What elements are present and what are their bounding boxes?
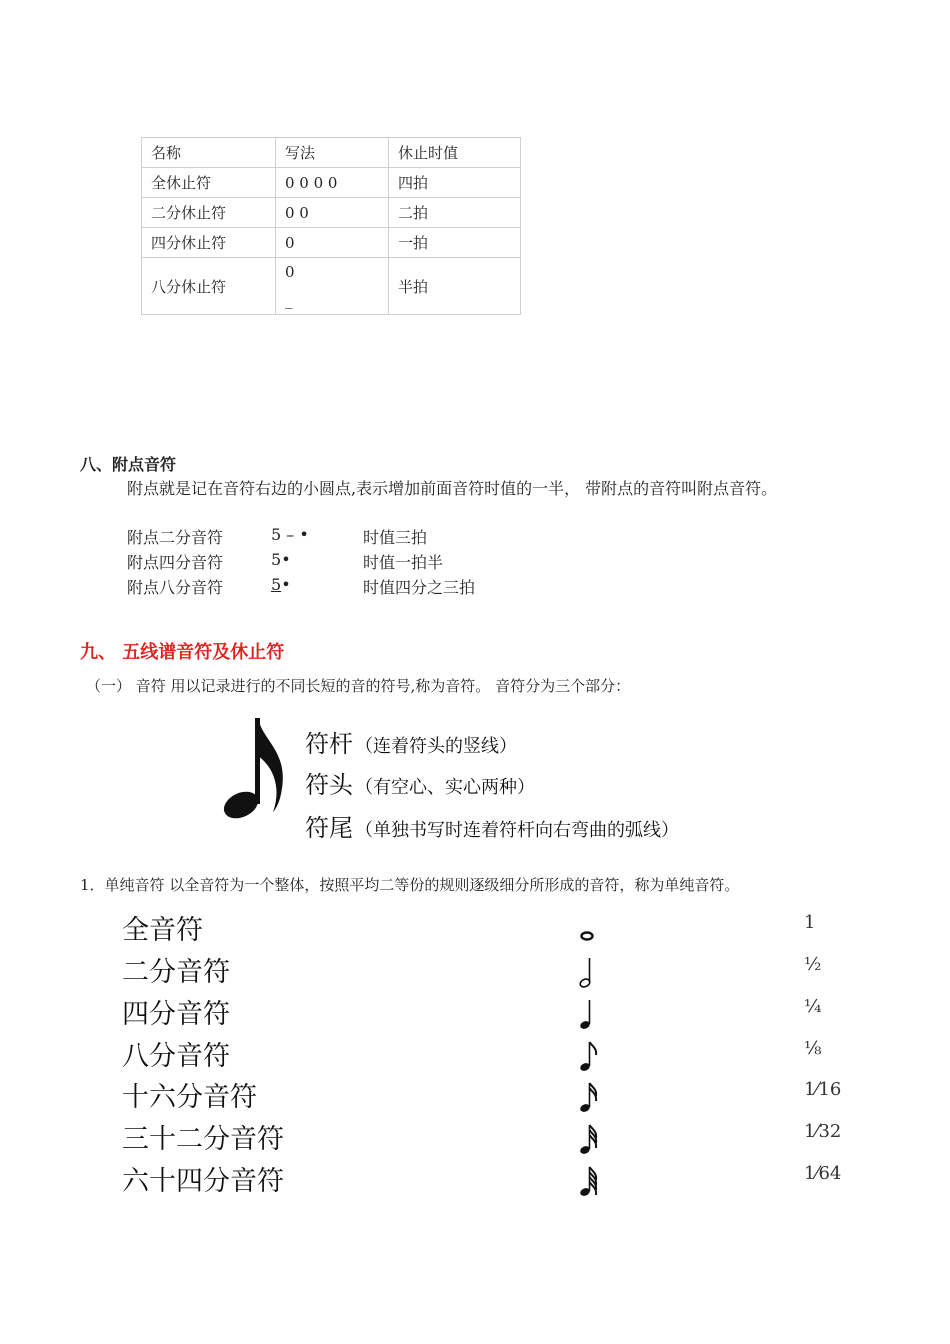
note-symbol-icon	[577, 950, 607, 990]
rest-notation-underline: _	[285, 291, 293, 309]
note-row	[122, 992, 842, 1032]
note-symbol-icon	[577, 1034, 607, 1074]
rest-notation: 0 0 0 0	[276, 168, 389, 198]
table-row	[142, 228, 521, 258]
dotted-note-name: 附点四分音符	[127, 553, 224, 572]
rest-name: 全休止符	[142, 168, 276, 198]
note-part-flag	[305, 808, 679, 843]
note-part-label: 符杆	[305, 730, 353, 758]
note-part-desc: （单独书写时连着符杆向右弯曲的弧线）	[355, 820, 679, 841]
dotted-note-value: 时值一拍半	[363, 553, 444, 572]
note-row	[122, 1117, 842, 1157]
rest-notation: 0	[276, 228, 389, 258]
note-symbol-icon	[577, 1159, 607, 1199]
section-8-title: 八、附点音符	[80, 455, 177, 474]
dotted-note-notation: 5 – •	[271, 525, 309, 544]
note-name: 六十四分音符	[122, 1166, 284, 1197]
note-name: 十六分音符	[122, 1082, 257, 1113]
notation-digit: 5	[271, 550, 282, 569]
table-row	[142, 258, 521, 315]
rest-value: 一拍	[389, 228, 521, 258]
notation-dot: •	[281, 575, 291, 594]
table-row	[142, 198, 521, 228]
note-row	[122, 908, 842, 948]
note-name: 全音符	[122, 915, 203, 946]
note-name: 三十二分音符	[122, 1124, 284, 1155]
note-row	[122, 1159, 842, 1199]
note-part-stem	[305, 724, 517, 759]
note-symbol-icon	[577, 992, 607, 1032]
rest-value: 二拍	[389, 198, 521, 228]
note-fraction: ½	[804, 954, 822, 975]
note-name: 四分音符	[122, 999, 230, 1030]
note-part-desc: （连着符头的竖线）	[355, 736, 517, 757]
note-part-desc: （有空心、实心两种）	[355, 777, 535, 798]
note-part-label: 符尾	[305, 814, 353, 842]
header-notation: 写法	[276, 138, 389, 168]
note-row	[122, 950, 842, 990]
header-name: 名称	[142, 138, 276, 168]
note-fraction: ¼	[804, 996, 822, 1017]
dotted-note-value: 时值四分之三拍	[363, 578, 476, 597]
rest-value: 四拍	[389, 168, 521, 198]
note-symbol-icon	[577, 1075, 607, 1115]
rest-value: 半拍	[389, 258, 521, 315]
section-9-title: 九、 五线谱音符及休止符	[80, 642, 285, 663]
rest-notation: 0 0	[276, 198, 389, 228]
dotted-note-value: 时值三拍	[363, 528, 428, 547]
note-row	[122, 1034, 842, 1074]
rest-name: 四分休止符	[142, 228, 276, 258]
notation-digit-underlined: 5	[271, 575, 282, 594]
table-header-row	[142, 138, 521, 168]
section-9-sub1: （一） 音符 用以记录进行的不同长短的音的符号,称为音符。 音符分为三个部分：	[86, 677, 631, 695]
note-part-head	[305, 765, 535, 800]
eighth-note-anatomy-icon	[215, 712, 295, 832]
note-name: 二分音符	[122, 957, 230, 988]
note-fraction: ⅛	[804, 1038, 822, 1059]
note-fraction: 1⁄32	[804, 1121, 842, 1142]
rest-name: 二分休止符	[142, 198, 276, 228]
rest-notation-digit: 0	[285, 263, 295, 281]
dotted-note-name: 附点二分音符	[127, 528, 224, 547]
note-anatomy-figure	[215, 712, 755, 842]
note-symbol-icon	[577, 908, 607, 948]
dotted-note-name: 附点八分音符	[127, 578, 224, 597]
note-fraction: 1⁄64	[804, 1163, 842, 1184]
note-name: 八分音符	[122, 1041, 230, 1072]
note-fraction: 1	[804, 912, 816, 933]
rest-table	[141, 137, 521, 315]
section-8-intro: 附点就是记在音符右边的小圆点,表示增加前面音符时值的一半， 带附点的音符叫附点音符。	[127, 479, 778, 498]
note-symbol-icon	[577, 1117, 607, 1157]
rest-notation	[276, 258, 389, 315]
dotted-note-notation	[271, 575, 291, 594]
note-row	[122, 1075, 842, 1115]
header-value: 休止时值	[389, 138, 521, 168]
table-row	[142, 168, 521, 198]
note-part-label: 符头	[305, 771, 353, 799]
simple-notes-intro: 1．单纯音符 以全音符为一个整体，按照平均二等份的规则逐级细分所形成的音符，称为单纯音符。	[80, 876, 740, 894]
dotted-note-notation	[271, 550, 291, 569]
rest-name: 八分休止符	[142, 258, 276, 315]
notation-dot: •	[281, 550, 291, 569]
note-fraction: 1⁄16	[804, 1079, 842, 1100]
